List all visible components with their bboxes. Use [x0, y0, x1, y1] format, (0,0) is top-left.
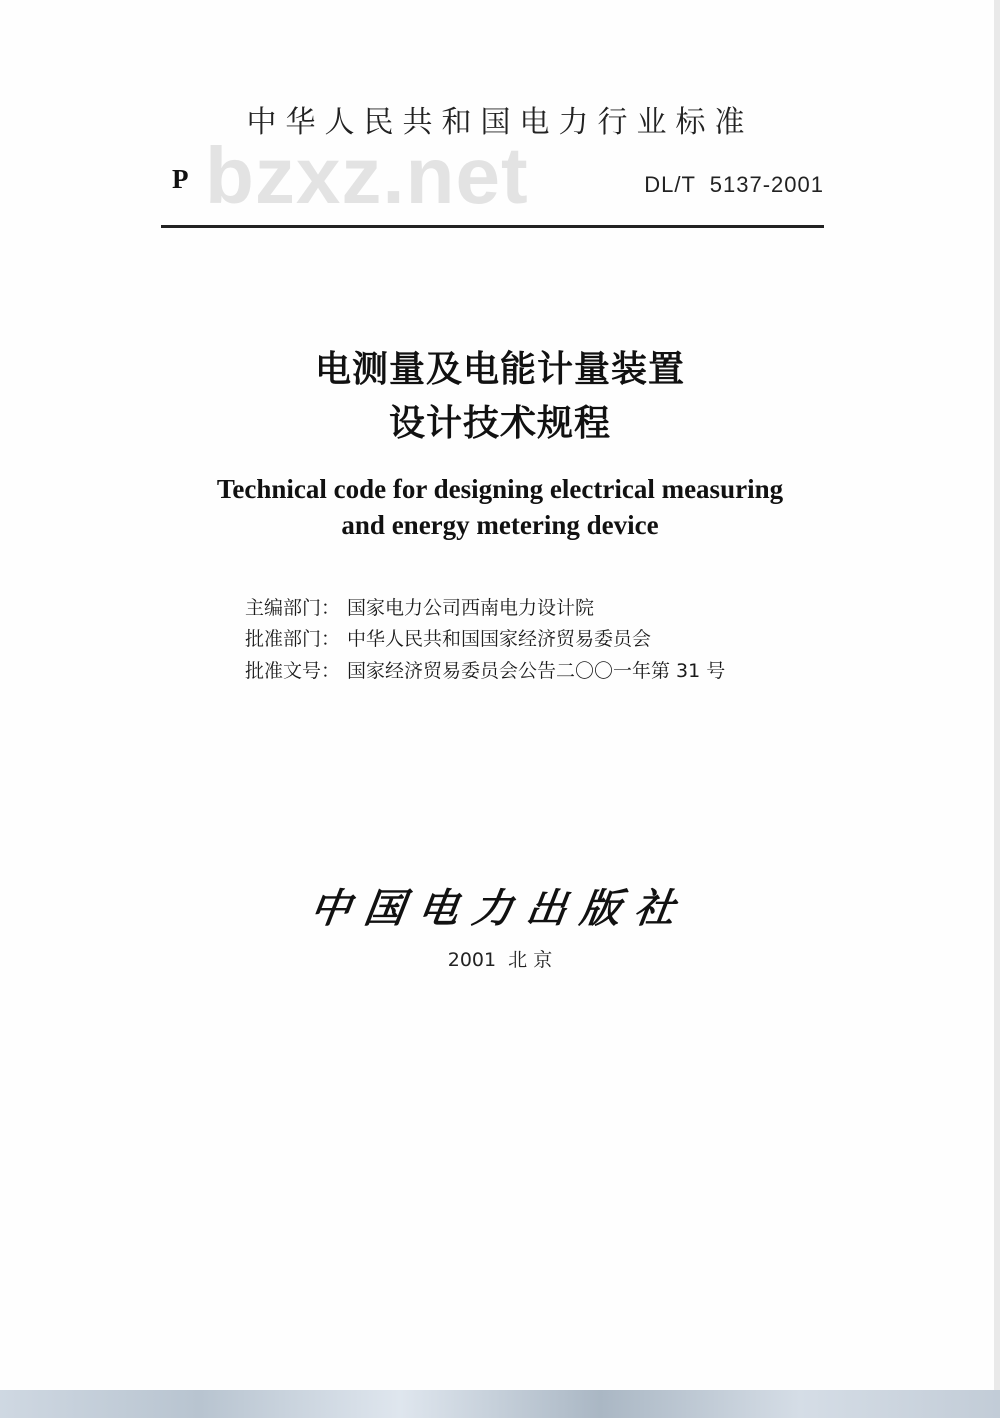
publication-year-place: 2001 北 京: [447, 949, 553, 971]
english-title-line-1: Technical code for designing electrical measuring: [216, 474, 784, 504]
bottom-scan-strip: [0, 1390, 1000, 1418]
editor-department-row: [245, 593, 594, 620]
approval-document-label: 批准文号：: [245, 660, 341, 682]
page-edge-shadow: [994, 0, 1000, 1418]
approval-document-row: [245, 656, 725, 683]
approving-department-label: 批准部门：: [245, 628, 341, 650]
approving-department-row: [245, 624, 651, 651]
classification-letter: P: [172, 164, 189, 194]
standard-number: DL/T 5137-2001: [644, 172, 824, 197]
publisher-name: 中国电力出版社: [307, 885, 692, 932]
editor-department-label: 主编部门：: [245, 597, 341, 619]
chinese-title-line-2: 设计技术规程: [388, 403, 611, 444]
standard-category-title: 中华人民共和国电力行业标准: [246, 105, 754, 140]
approving-department-value: 中华人民共和国国家经济贸易委员会: [347, 628, 652, 650]
english-title-line-2: and energy metering device: [341, 510, 659, 540]
watermark: bzxz.net: [205, 131, 529, 220]
header-divider: [161, 225, 824, 228]
approval-document-value: 国家经济贸易委员会公告二〇〇一年第 31 号: [347, 660, 726, 682]
editor-department-value: 国家电力公司西南电力设计院: [347, 597, 595, 619]
chinese-title-line-1: 电测量及电能计量装置: [314, 349, 685, 390]
